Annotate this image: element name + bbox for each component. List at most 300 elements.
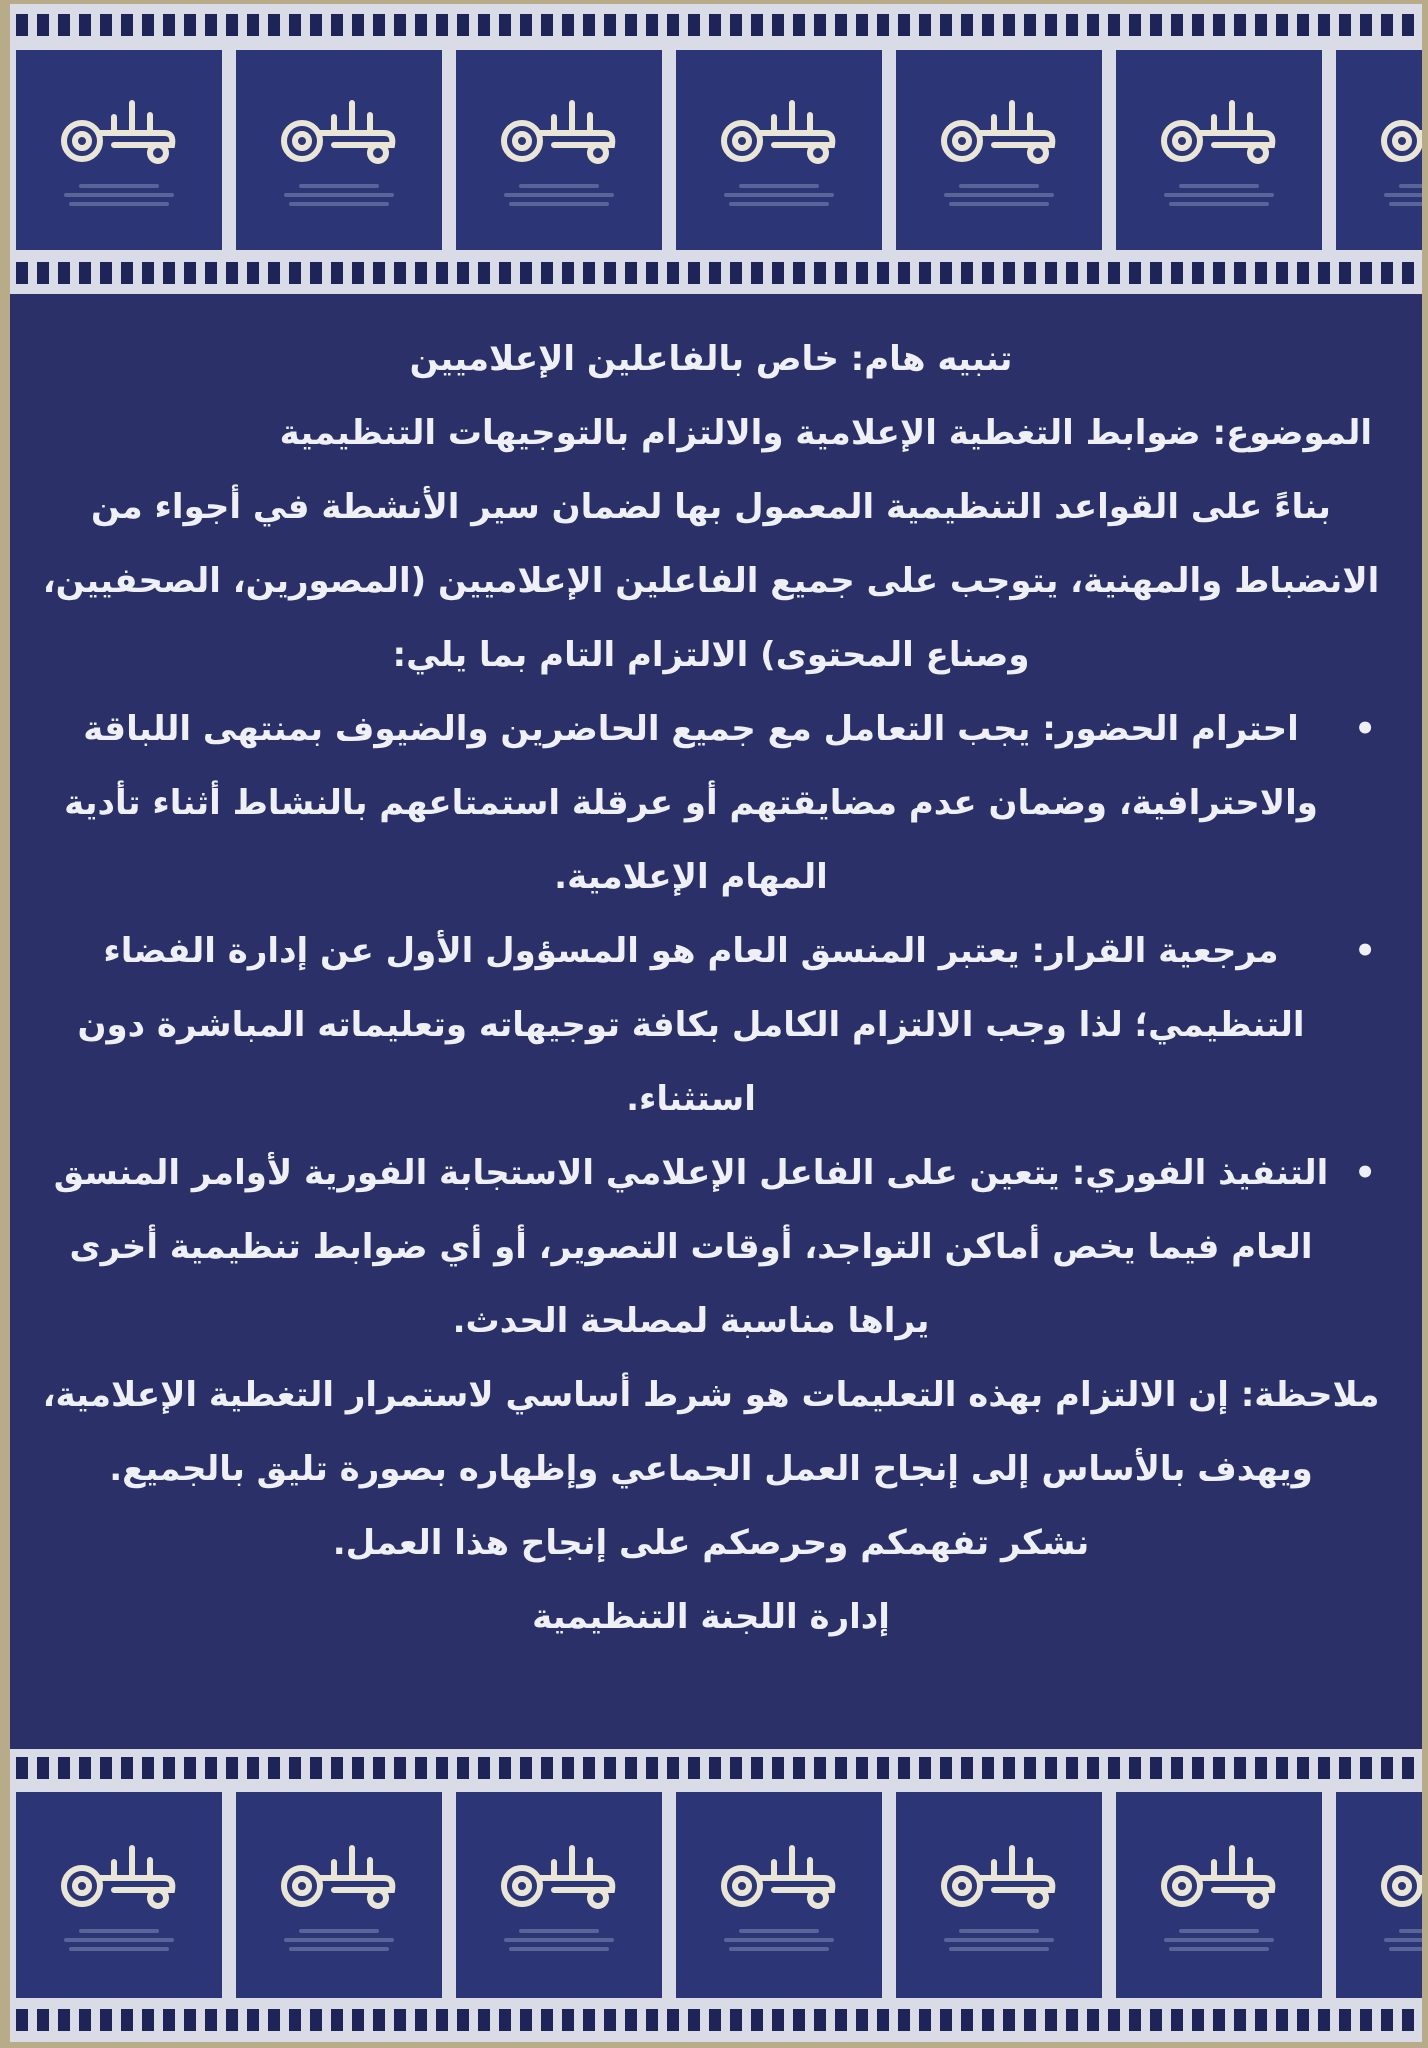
perforation-hole: [1234, 1757, 1246, 1779]
perforation-hole: [625, 2009, 637, 2031]
perforation-hole: [1003, 262, 1015, 284]
perforation-hole: [1318, 2009, 1330, 2031]
perforation-hole: [688, 14, 700, 36]
perforation-hole: [163, 14, 175, 36]
tractor-logo-icon: [934, 1834, 1064, 1914]
perforation-hole: [604, 262, 616, 284]
rule-item: • مرجعية القرار: يعتبر المنسق العام هو المسؤول الأول عن إدارة الفضاء التنظيمي؛ لذا وجب الالتزام الكامل بكافة توجيهاته وتعليماته المباشرة دون استثناء.: [40, 914, 1382, 1136]
film-frame: [456, 50, 662, 250]
tractor-logo-icon: [714, 89, 844, 169]
perforation-hole: [1087, 2009, 1099, 2031]
perforation-hole: [499, 2009, 511, 2031]
perforation-hole: [856, 262, 868, 284]
perforation-hole: [541, 2009, 553, 2031]
perforation-hole: [604, 1757, 616, 1779]
perforation-hole: [1024, 14, 1036, 36]
perforation-hole: [940, 262, 952, 284]
perforation-hole: [100, 2009, 112, 2031]
perforation-hole: [1297, 1757, 1309, 1779]
perforation-hole: [814, 262, 826, 284]
perforation-hole: [1108, 2009, 1120, 2031]
perforation-hole: [415, 2009, 427, 2031]
perforation-hole: [436, 262, 448, 284]
perforation-hole: [583, 14, 595, 36]
perforation-hole: [919, 2009, 931, 2031]
perforation-hole: [184, 1757, 196, 1779]
perforation-hole: [1024, 2009, 1036, 2031]
logo-caption-lines: [1159, 1924, 1279, 1956]
perforation-hole: [16, 14, 28, 36]
tractor-logo-icon: [494, 89, 624, 169]
perforation-hole: [436, 2009, 448, 2031]
perforation-hole: [58, 2009, 70, 2031]
perforation-hole: [646, 2009, 658, 2031]
perforation-hole: [37, 1757, 49, 1779]
film-frame: [1116, 1792, 1322, 1998]
perforation-hole: [205, 1757, 217, 1779]
notice-body: [40, 322, 1382, 1654]
perforation-hole: [709, 14, 721, 36]
perforation-hole: [793, 2009, 805, 2031]
perforation-hole: [1339, 2009, 1351, 2031]
logo-caption-lines: [279, 179, 399, 211]
perforation-hole: [268, 2009, 280, 2031]
notice-title: تنبيه هام: خاص بالفاعلين الإعلاميين: [409, 339, 1013, 379]
film-frame: [236, 1792, 442, 1998]
perforation-hole: [1150, 262, 1162, 284]
perforation-hole: [961, 1757, 973, 1779]
perforation-hole: [1402, 14, 1414, 36]
perforation-hole: [1003, 14, 1015, 36]
perforation-hole: [247, 14, 259, 36]
perforation-hole: [226, 14, 238, 36]
perforation-hole: [1234, 14, 1246, 36]
perforation-hole: [730, 14, 742, 36]
perforation-hole: [121, 262, 133, 284]
perforation-hole: [793, 14, 805, 36]
logo-caption-lines: [499, 179, 619, 211]
perforation-hole: [1171, 2009, 1183, 2031]
perforation-hole: [562, 14, 574, 36]
perforation-hole: [730, 2009, 742, 2031]
film-frame: [456, 1792, 662, 1998]
perforation-hole: [961, 262, 973, 284]
perforation-hole: [373, 262, 385, 284]
tractor-logo-icon: [274, 1834, 404, 1914]
perforation-hole: [142, 1757, 154, 1779]
film-frame: [1336, 50, 1422, 250]
perforation-hole: [1171, 1757, 1183, 1779]
perforation-hole: [226, 262, 238, 284]
perforation-hole: [583, 1757, 595, 1779]
perforation-hole: [1402, 262, 1414, 284]
perforation-hole: [1024, 262, 1036, 284]
perforation-hole: [1192, 1757, 1204, 1779]
perforation-hole: [268, 1757, 280, 1779]
logo-caption-lines: [939, 1924, 1059, 1956]
perforation-hole: [310, 1757, 322, 1779]
notice-thanks: نشكر تفهمكم وحرصكم على إنجاح هذا العمل.: [332, 1523, 1090, 1563]
perforation-hole: [100, 14, 112, 36]
perforation-hole: [1045, 14, 1057, 36]
perforation-hole: [415, 1757, 427, 1779]
tractor-logo-icon: [274, 89, 404, 169]
perforation-hole: [982, 14, 994, 36]
perforation-hole: [436, 14, 448, 36]
film-frame: [16, 50, 222, 250]
perforation-hole: [1066, 1757, 1078, 1779]
tractor-logo-icon: [54, 89, 184, 169]
perforation-hole: [856, 1757, 868, 1779]
rule-item: • التنفيذ الفوري: يتعين على الفاعل الإعلامي الاستجابة الفورية لأوامر المنسق العام فيما يخص أماكن التواجد، أوقات التصوير، أو أي ضوابط تنظيمية أخرى يراها مناسبة لمصلحة الحدث.: [40, 1136, 1382, 1358]
perforation-hole: [1150, 1757, 1162, 1779]
perforation-hole: [184, 262, 196, 284]
perforation-hole: [1297, 14, 1309, 36]
tractor-logo-icon: [494, 1834, 624, 1914]
perforation-hole: [541, 262, 553, 284]
logo-caption-lines: [1379, 1924, 1422, 1956]
tractor-logo-icon: [1374, 89, 1422, 169]
perforation-hole: [37, 2009, 49, 2031]
perforation-hole: [1108, 14, 1120, 36]
perforation-hole: [1318, 262, 1330, 284]
perforation-hole: [457, 1757, 469, 1779]
perforation-hole: [751, 2009, 763, 2031]
perforation-hole: [16, 1757, 28, 1779]
perforation-hole: [1066, 14, 1078, 36]
perforation-hole: [751, 262, 763, 284]
perforation-hole: [478, 2009, 490, 2031]
perforation-hole: [1171, 14, 1183, 36]
perforation-hole: [205, 14, 217, 36]
notice-poster: [10, 4, 1422, 2042]
perforation-hole: [289, 2009, 301, 2031]
logo-caption-lines: [939, 179, 1059, 211]
perforation-hole: [604, 2009, 616, 2031]
perforation-hole: [1087, 1757, 1099, 1779]
perforation-hole: [688, 262, 700, 284]
perforation-hole: [79, 14, 91, 36]
perforation-hole: [1360, 14, 1372, 36]
perforation-hole: [604, 14, 616, 36]
perforation-hole: [1339, 1757, 1351, 1779]
perforation-hole: [583, 262, 595, 284]
perforation-hole: [1402, 2009, 1414, 2031]
perforation-hole: [289, 1757, 301, 1779]
perforation-hole: [1003, 2009, 1015, 2031]
perforation-hole: [856, 2009, 868, 2031]
perforation-hole: [1129, 14, 1141, 36]
perforation-hole: [499, 1757, 511, 1779]
perforation-hole: [142, 262, 154, 284]
perforation-hole: [394, 14, 406, 36]
perforation-hole: [247, 262, 259, 284]
perforation-hole: [541, 14, 553, 36]
logo-caption-lines: [59, 179, 179, 211]
logo-caption-lines: [279, 1924, 399, 1956]
perforation-hole: [1108, 262, 1120, 284]
perforation-hole: [877, 262, 889, 284]
perforation-hole: [1381, 262, 1393, 284]
perforation-hole: [478, 1757, 490, 1779]
perforation-hole: [1297, 2009, 1309, 2031]
film-perforations: [10, 1757, 1422, 1779]
perforation-hole: [835, 262, 847, 284]
perforation-hole: [1276, 14, 1288, 36]
perforation-hole: [289, 14, 301, 36]
film-frames: [16, 1792, 1422, 1998]
perforation-hole: [100, 1757, 112, 1779]
perforation-hole: [1234, 262, 1246, 284]
perforation-hole: [751, 14, 763, 36]
perforation-hole: [289, 262, 301, 284]
perforation-hole: [625, 262, 637, 284]
tractor-logo-icon: [1154, 89, 1284, 169]
perforation-hole: [352, 262, 364, 284]
perforation-hole: [163, 262, 175, 284]
perforation-hole: [898, 1757, 910, 1779]
perforation-hole: [184, 2009, 196, 2031]
perforation-hole: [562, 1757, 574, 1779]
film-frame: [1336, 1792, 1422, 1998]
film-frame: [1116, 50, 1322, 250]
perforation-hole: [961, 14, 973, 36]
perforation-hole: [331, 1757, 343, 1779]
perforation-hole: [1255, 2009, 1267, 2031]
perforation-hole: [667, 1757, 679, 1779]
tractor-logo-icon: [1154, 1834, 1284, 1914]
perforation-hole: [1381, 2009, 1393, 2031]
perforation-hole: [835, 14, 847, 36]
perforation-hole: [457, 14, 469, 36]
perforation-hole: [1402, 1757, 1414, 1779]
logo-caption-lines: [1379, 179, 1422, 211]
perforation-hole: [898, 14, 910, 36]
perforation-hole: [37, 262, 49, 284]
perforation-hole: [1360, 262, 1372, 284]
perforation-hole: [226, 2009, 238, 2031]
perforation-hole: [1276, 1757, 1288, 1779]
perforation-hole: [16, 262, 28, 284]
perforation-hole: [1234, 2009, 1246, 2031]
perforation-hole: [1213, 262, 1225, 284]
perforation-hole: [1129, 2009, 1141, 2031]
perforation-hole: [163, 1757, 175, 1779]
perforation-hole: [646, 1757, 658, 1779]
perforation-hole: [331, 2009, 343, 2031]
perforation-hole: [1045, 262, 1057, 284]
perforation-hole: [520, 262, 532, 284]
perforation-hole: [79, 262, 91, 284]
film-frame: [896, 1792, 1102, 1998]
film-frame: [236, 50, 442, 250]
film-perforations: [10, 14, 1422, 36]
perforation-hole: [121, 14, 133, 36]
perforation-hole: [499, 262, 511, 284]
perforation-hole: [310, 14, 322, 36]
perforation-hole: [751, 1757, 763, 1779]
rules-list: [40, 692, 1382, 1358]
perforation-hole: [1066, 262, 1078, 284]
perforation-hole: [940, 2009, 952, 2031]
logo-caption-lines: [719, 179, 839, 211]
perforation-hole: [1045, 1757, 1057, 1779]
perforation-hole: [646, 262, 658, 284]
perforation-hole: [142, 14, 154, 36]
perforation-hole: [793, 262, 805, 284]
perforation-hole: [982, 1757, 994, 1779]
perforation-hole: [1360, 1757, 1372, 1779]
perforation-hole: [730, 1757, 742, 1779]
perforation-hole: [877, 2009, 889, 2031]
perforation-hole: [709, 262, 721, 284]
perforation-hole: [268, 14, 280, 36]
perforation-hole: [877, 14, 889, 36]
perforation-hole: [205, 262, 217, 284]
perforation-hole: [1339, 14, 1351, 36]
perforation-hole: [1276, 2009, 1288, 2031]
perforation-hole: [1150, 14, 1162, 36]
perforation-hole: [373, 2009, 385, 2031]
perforation-hole: [772, 14, 784, 36]
bottom-film-strip: [10, 1749, 1422, 2042]
perforation-hole: [1213, 2009, 1225, 2031]
perforation-hole: [457, 262, 469, 284]
perforation-hole: [520, 2009, 532, 2031]
perforation-hole: [121, 1757, 133, 1779]
perforation-hole: [499, 14, 511, 36]
perforation-hole: [310, 2009, 322, 2031]
perforation-hole: [814, 1757, 826, 1779]
logo-caption-lines: [1159, 179, 1279, 211]
perforation-hole: [1255, 262, 1267, 284]
perforation-hole: [1150, 2009, 1162, 2031]
perforation-hole: [1360, 2009, 1372, 2031]
logo-caption-lines: [719, 1924, 839, 1956]
perforation-hole: [772, 262, 784, 284]
film-frame: [16, 1792, 222, 1998]
perforation-hole: [1318, 14, 1330, 36]
perforation-hole: [919, 262, 931, 284]
perforation-hole: [709, 2009, 721, 2031]
perforation-hole: [919, 1757, 931, 1779]
perforation-hole: [1381, 14, 1393, 36]
perforation-hole: [1339, 262, 1351, 284]
perforation-hole: [982, 2009, 994, 2031]
perforation-hole: [394, 262, 406, 284]
perforation-hole: [709, 1757, 721, 1779]
film-frame: [676, 1792, 882, 1998]
perforation-hole: [37, 14, 49, 36]
perforation-hole: [856, 14, 868, 36]
perforation-hole: [79, 2009, 91, 2031]
perforation-hole: [373, 14, 385, 36]
perforation-hole: [1129, 1757, 1141, 1779]
perforation-hole: [1087, 262, 1099, 284]
perforation-hole: [1297, 262, 1309, 284]
perforation-hole: [1024, 1757, 1036, 1779]
perforation-hole: [772, 2009, 784, 2031]
tractor-logo-icon: [934, 89, 1064, 169]
perforation-hole: [394, 2009, 406, 2031]
perforation-hole: [1129, 262, 1141, 284]
perforation-hole: [961, 2009, 973, 2031]
perforation-hole: [247, 1757, 259, 1779]
perforation-hole: [520, 1757, 532, 1779]
film-perforations: [10, 2009, 1422, 2031]
perforation-hole: [352, 14, 364, 36]
perforation-hole: [1045, 2009, 1057, 2031]
logo-caption-lines: [59, 1924, 179, 1956]
perforation-hole: [352, 2009, 364, 2031]
perforation-hole: [646, 14, 658, 36]
tractor-logo-icon: [714, 1834, 844, 1914]
perforation-hole: [877, 1757, 889, 1779]
perforation-hole: [667, 14, 679, 36]
notice-note: ملاحظة: إن الالتزام بهذه التعليمات هو شرط أساسي لاستمرار التغطية الإعلامية، ويهدف بالأساس إلى إنجاح العمل الجماعي وإظهاره بصورة تليق بالجميع.: [42, 1375, 1380, 1489]
perforation-hole: [1213, 14, 1225, 36]
perforation-hole: [793, 1757, 805, 1779]
perforation-hole: [1255, 14, 1267, 36]
perforation-hole: [58, 14, 70, 36]
perforation-hole: [373, 1757, 385, 1779]
perforation-hole: [982, 262, 994, 284]
perforation-hole: [352, 1757, 364, 1779]
perforation-hole: [1108, 1757, 1120, 1779]
perforation-hole: [835, 1757, 847, 1779]
film-perforations: [10, 262, 1422, 284]
perforation-hole: [478, 262, 490, 284]
perforation-hole: [1087, 14, 1099, 36]
perforation-hole: [1381, 1757, 1393, 1779]
perforation-hole: [898, 262, 910, 284]
perforation-hole: [1192, 14, 1204, 36]
perforation-hole: [688, 2009, 700, 2031]
perforation-hole: [205, 2009, 217, 2031]
perforation-hole: [1171, 262, 1183, 284]
perforation-hole: [415, 14, 427, 36]
perforation-hole: [940, 1757, 952, 1779]
perforation-hole: [226, 1757, 238, 1779]
logo-caption-lines: [499, 1924, 619, 1956]
perforation-hole: [310, 262, 322, 284]
perforation-hole: [1192, 262, 1204, 284]
perforation-hole: [1276, 262, 1288, 284]
perforation-hole: [898, 2009, 910, 2031]
perforation-hole: [583, 2009, 595, 2031]
perforation-hole: [688, 1757, 700, 1779]
perforation-hole: [457, 2009, 469, 2031]
top-film-strip: [10, 4, 1422, 294]
perforation-hole: [1003, 1757, 1015, 1779]
perforation-hole: [1192, 2009, 1204, 2031]
perforation-hole: [814, 2009, 826, 2031]
perforation-hole: [268, 262, 280, 284]
perforation-hole: [58, 262, 70, 284]
perforation-hole: [163, 2009, 175, 2031]
perforation-hole: [331, 262, 343, 284]
perforation-hole: [835, 2009, 847, 2031]
perforation-hole: [79, 1757, 91, 1779]
perforation-hole: [331, 14, 343, 36]
perforation-hole: [562, 262, 574, 284]
tractor-logo-icon: [54, 1834, 184, 1914]
perforation-hole: [478, 14, 490, 36]
film-frame: [676, 50, 882, 250]
perforation-hole: [667, 2009, 679, 2031]
perforation-hole: [436, 1757, 448, 1779]
rule-item: • احترام الحضور: يجب التعامل مع جميع الحاضرين والضيوف بمنتهى اللباقة والاحترافية، وضمان عدم مضايقتهم أو عرقلة استمتاعهم بالنشاط أثناء تأدية المهام الإعلامية.: [40, 692, 1382, 914]
